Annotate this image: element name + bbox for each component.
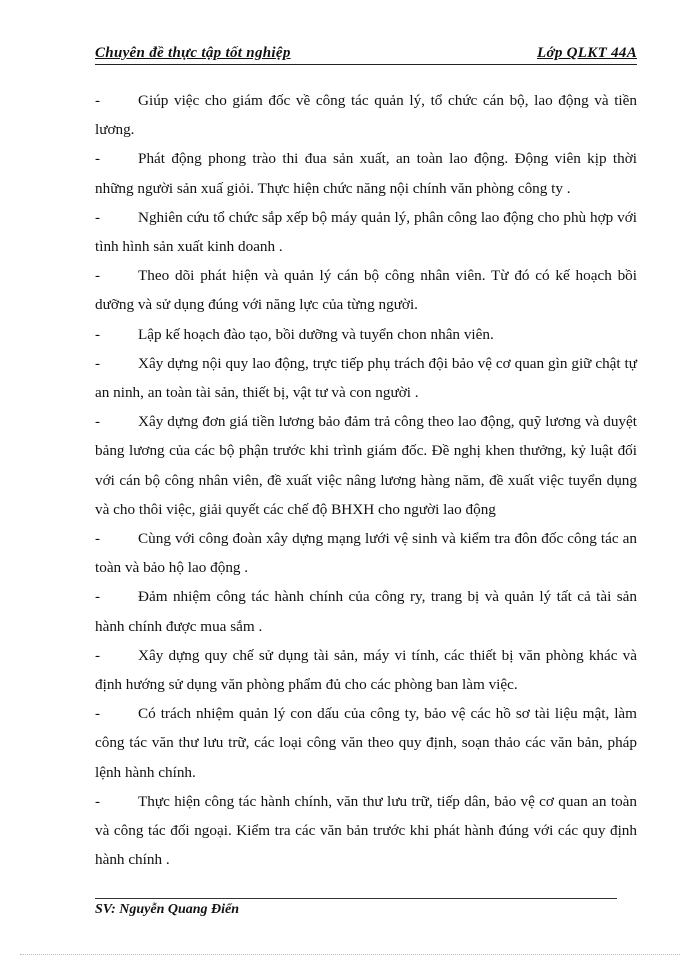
list-item-text: Lập kế hoạch đào tạo, bồi dưỡng và tuyển chon nhân viên. bbox=[138, 325, 494, 343]
bullet-dash: - bbox=[95, 208, 101, 226]
list-item-text: Xây dựng nội quy lao động, trực tiếp phụ trách đội bảo vệ cơ quan gìn giữ chật tự an ninh, an toàn tài sản, thiết bị, vật tư và con người . bbox=[95, 354, 637, 402]
footer-author: SV: Nguyễn Quang Điển bbox=[95, 902, 240, 917]
list-item bbox=[95, 787, 637, 875]
list-item-text: Thực hiện công tác hành chính, văn thư lưu trữ, tiếp dân, bảo vệ cơ quan an toàn và công tác đối ngoại. Kiểm tra các văn bản trước khi phát hành đúng với các quy định hành chính . bbox=[95, 792, 637, 869]
bullet-dash: - bbox=[95, 646, 101, 664]
bullet-dash: - bbox=[95, 588, 101, 606]
list-item bbox=[95, 349, 637, 407]
list-item-text: Có trách nhiệm quản lý con dấu của công ty, bảo vệ các hồ sơ tài liệu mật, làm công tác văn thư lưu trữ, các loại công văn theo quy định, soạn thảo các văn bản, pháp lệnh hành chính. bbox=[95, 705, 637, 781]
bullet-dash: - bbox=[95, 150, 101, 168]
bullet-dash: - bbox=[95, 325, 101, 343]
list-item bbox=[95, 699, 637, 787]
bullet-dash: - bbox=[95, 530, 101, 548]
list-item bbox=[95, 320, 637, 349]
document-body bbox=[95, 86, 637, 874]
list-item bbox=[95, 641, 637, 699]
bullet-dash: - bbox=[95, 792, 101, 810]
bullet-dash: - bbox=[95, 267, 101, 285]
list-item-text: Nghiên cứu tổ chức sắp xếp bộ máy quản lý, phân công lao động cho phù hợp với tình hình sản xuất kinh doanh . bbox=[95, 208, 637, 256]
list-item bbox=[95, 582, 637, 640]
bullet-dash: - bbox=[95, 413, 101, 431]
list-item-text: Xây dựng đơn giá tiền lương bảo đảm trả công theo lao động, quỹ lương và duyệt bảng lương của các bộ phận trước khi trình giám đốc. Đề nghị khen thưởng, kỷ luật đối với cán bộ công nhân viên, đề xuất việc nâng lương hàng năm, đề xuất việc tuyển dụng và cho thôi việc, giải quyết các chế độ BHXH cho người lao động bbox=[95, 413, 637, 518]
bullet-dash: - bbox=[95, 354, 101, 372]
list-item bbox=[95, 203, 637, 261]
list-item-text: Xây dựng quy chế sử dụng tài sản, máy vi tính, các thiết bị văn phòng khác và định hướng sử dụng văn phòng phẩm đủ cho các phòng ban làm việc. bbox=[95, 646, 637, 694]
list-item bbox=[95, 144, 637, 202]
bullet-dash: - bbox=[95, 92, 101, 109]
list-item-text: Phát động phong trào thi đua sản xuất, an toàn lao động. Động viên kịp thời những người sản xuấ giỏi. Thực hiện chức năng nội chính văn phòng công ty . bbox=[95, 150, 637, 197]
header-class: Lớp QLKT 44A bbox=[537, 45, 637, 61]
page-header bbox=[95, 42, 637, 65]
list-item bbox=[95, 86, 637, 144]
list-item-text: Theo dõi phát hiện và quản lý cán bộ công nhân viên. Từ đó có kế hoạch bồi dưỡng và sử dụng đúng với năng lực của từng người. bbox=[95, 267, 637, 314]
page-footer bbox=[95, 902, 239, 918]
page-edge-divider bbox=[20, 954, 680, 955]
list-item-text: Cùng với công đoàn xây dựng mạng lưới vệ sinh và kiểm tra đôn đốc công tác an toàn và bảo hộ lao động . bbox=[95, 530, 637, 577]
list-item bbox=[95, 407, 637, 524]
list-item-text: Giúp việc cho giám đốc về công tác quản lý, tổ chức cán bộ, lao động và tiền lương. bbox=[95, 92, 637, 139]
list-item-text: Đảm nhiệm công tác hành chính của công ry, trang bị và quản lý tất cả tài sản hành chính được mua sắm . bbox=[95, 588, 637, 635]
bullet-dash: - bbox=[95, 705, 101, 723]
header-title: Chuyên đề thực tập tốt nghiệp bbox=[95, 45, 291, 61]
list-item bbox=[95, 261, 637, 319]
footer-divider bbox=[95, 898, 617, 899]
list-item bbox=[95, 524, 637, 582]
